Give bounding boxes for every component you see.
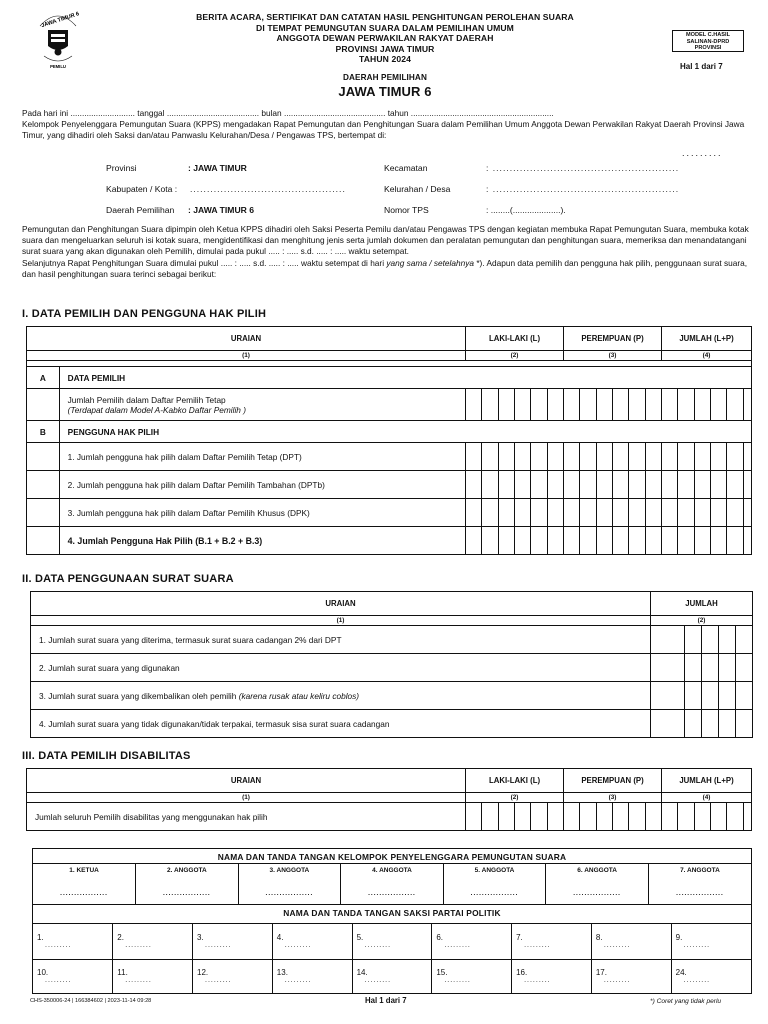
- b3-box[interactable]: [547, 499, 563, 527]
- saksi-cell[interactable]: 10. .........: [33, 959, 113, 993]
- b1-box[interactable]: [531, 443, 547, 471]
- b4-blank: [27, 527, 60, 555]
- footer-code: CHS-350006-24 | 166384602 | 2023-11-14 09:28: [30, 998, 152, 1004]
- logo-top-text: JAWA TIMUR 6: [40, 11, 80, 30]
- b1-box[interactable]: [514, 443, 530, 471]
- tempat-dots[interactable]: .........: [682, 148, 723, 158]
- b2-box[interactable]: [564, 471, 580, 499]
- tahun-dots[interactable]: ..............................................................: [410, 108, 554, 118]
- s3-box[interactable]: [531, 803, 547, 831]
- b2-box[interactable]: [710, 471, 726, 499]
- a-j-box-2[interactable]: [678, 389, 694, 421]
- document-header: [150, 12, 620, 99]
- s2-header-jumlah: JUMLAH: [651, 592, 753, 616]
- s2-row-3-box[interactable]: [736, 682, 753, 710]
- s1-num-2: (2): [465, 351, 563, 361]
- b1-box[interactable]: [629, 443, 645, 471]
- s3-box[interactable]: [596, 803, 612, 831]
- b1-box[interactable]: [613, 443, 629, 471]
- a-l-box-2[interactable]: [482, 389, 498, 421]
- b3-box[interactable]: [580, 499, 596, 527]
- b1-blank: [27, 443, 60, 471]
- s3-box[interactable]: [694, 803, 710, 831]
- b1-box[interactable]: [645, 443, 661, 471]
- b2-box[interactable]: [645, 471, 661, 499]
- section-1-title: I. DATA PEMILIH DAN PENGGUNA HAK PILIH: [22, 308, 267, 320]
- s3-header-laki: LAKI-LAKI (L): [465, 769, 563, 793]
- b4-label: 4. Jumlah Pengguna Hak Pilih (B.1 + B.2 + B.3): [59, 527, 465, 555]
- pada-hari-label: Pada hari ini: [22, 108, 69, 118]
- b3-box[interactable]: [498, 499, 514, 527]
- bulan-label: bulan: [261, 108, 282, 118]
- b4-box[interactable]: [629, 527, 645, 555]
- b4-box[interactable]: [498, 527, 514, 555]
- s1-num-3: (3): [564, 351, 662, 361]
- s2-row-3-box[interactable]: [702, 682, 719, 710]
- a-p-box-2[interactable]: [580, 389, 596, 421]
- s2-row-4-box[interactable]: [719, 710, 736, 738]
- b4-box[interactable]: [547, 527, 563, 555]
- s3-num-4: (4): [662, 793, 752, 803]
- b2-box[interactable]: [613, 471, 629, 499]
- s3-box[interactable]: [662, 803, 678, 831]
- saksi-cell[interactable]: 4. .........: [272, 923, 352, 959]
- s2-row-1-box[interactable]: [702, 626, 719, 654]
- s3-box[interactable]: [482, 803, 498, 831]
- group-b-label: PENGGUNA HAK PILIH: [59, 421, 751, 443]
- b1-box[interactable]: [727, 443, 743, 471]
- s3-box[interactable]: [711, 803, 727, 831]
- kelurahan-label: Kelurahan / Desa: [384, 184, 451, 194]
- date-line: [22, 108, 750, 119]
- saksi-signature-table: [33, 923, 751, 994]
- procedure-text-1: Pemungutan dan Penghitungan Suara dipimpin oleh Ketua KPPS dihadiri oleh Saksi Peserta Pemilu dan/atau Pengawas TPS dengan kegiatan membuka Rapat Pemungutan Suara, membuka kotak suara dan mengeluarkan seluruh isi kotak suara, mengidentifikasi dan menghitung jenis serta jumlah dokumen dan peralatan pemungutan dan penghitungan suara, memeriksa dan menandatangani surat suara yang akan digunakan oleh Pemilih, dimulai pada pukul ..... : ..... s.d. ..... : ..... waktu setempat.: [22, 224, 749, 257]
- provinsi-value: : JAWA TIMUR: [188, 163, 247, 173]
- b4-box[interactable]: [482, 527, 498, 555]
- b3-box[interactable]: [678, 499, 694, 527]
- dapil-field-label: Daerah Pemilihan: [106, 205, 175, 215]
- section-2-title: II. DATA PENGGUNAAN SURAT SUARA: [22, 573, 234, 585]
- tanggal-dots[interactable]: ........................................: [166, 108, 262, 118]
- saksi-cell[interactable]: 7. .........: [512, 923, 592, 959]
- b2-box[interactable]: [514, 471, 530, 499]
- s3-box[interactable]: [743, 803, 751, 831]
- s3-box[interactable]: [514, 803, 530, 831]
- intro-sentence: Kelompok Penyelenggara Pemungutan Suara (KPPS) mengadakan Rapat Pemungutan dan Penghitungan Suara dalam Pemilihan Umum Anggota Dewan Perwakilan Rakyat Daerah Provinsi Jawa Timur, yang dihadiri oleh Saksi dan/atau Panwaslu Kelurahan/Desa / Pengawas TPS, bertempat di:: [22, 119, 745, 140]
- saksi-cell[interactable]: 16. .........: [512, 959, 592, 993]
- b4-box[interactable]: [613, 527, 629, 555]
- header-line-3: ANGGOTA DEWAN PERWAKILAN RAKYAT DAERAH: [276, 33, 494, 43]
- s2-row-2-box[interactable]: [719, 654, 736, 682]
- b4-box[interactable]: [727, 527, 743, 555]
- s2-row-3-box[interactable]: [685, 682, 702, 710]
- model-line-2: SALINAN-DPRD: [686, 38, 730, 45]
- b2-box[interactable]: [580, 471, 596, 499]
- b2-blank: [27, 471, 60, 499]
- b4-box[interactable]: [710, 527, 726, 555]
- a-j-box-1[interactable]: [662, 389, 678, 421]
- group-a-label: DATA PEMILIH: [59, 367, 751, 389]
- s2-row-3-box[interactable]: [651, 682, 685, 710]
- kpps-ketua-cell[interactable]: 1. KETUA .................: [33, 864, 136, 904]
- b1-box[interactable]: [678, 443, 694, 471]
- b4-box[interactable]: [580, 527, 596, 555]
- b2-box[interactable]: [678, 471, 694, 499]
- b3-box[interactable]: [743, 499, 751, 527]
- dapil-label: DAERAH PEMILIHAN: [343, 72, 427, 82]
- b4-box[interactable]: [662, 527, 678, 555]
- kpps-signature-title: NAMA DAN TANDA TANGAN KELOMPOK PENYELENGGARA PEMUNGUTAN SUARA: [33, 849, 751, 864]
- kelurahan-dots[interactable]: : .......................................................: [486, 184, 680, 194]
- s1-header-laki: LAKI-LAKI (L): [465, 327, 563, 351]
- a-p-box-1[interactable]: [564, 389, 580, 421]
- b3-box[interactable]: [514, 499, 530, 527]
- kpps-anggota-2-cell[interactable]: 2. ANGGOTA .................: [136, 864, 239, 904]
- tps-value[interactable]: : ........(....................).: [486, 205, 566, 215]
- logo-bottom-text: PEMILU: [50, 64, 66, 69]
- kpps-signature-table: [33, 864, 751, 905]
- header-line-2: DI TEMPAT PEMUNGUTAN SUARA DALAM PEMILIHAN UMUM: [256, 22, 514, 33]
- b3-label: 3. Jumlah pengguna hak pilih dalam Daftar Pemilih Khusus (DPK): [59, 499, 465, 527]
- kpps-anggota-5-cell[interactable]: 5. ANGGOTA .................: [443, 864, 546, 904]
- b1-box[interactable]: [580, 443, 596, 471]
- kpps-anggota-6-cell[interactable]: 6. ANGGOTA .................: [546, 864, 649, 904]
- b4-box[interactable]: [645, 527, 661, 555]
- b3-box[interactable]: [465, 499, 481, 527]
- s3-header-uraian: URAIAN: [27, 769, 466, 793]
- b3-box[interactable]: [564, 499, 580, 527]
- dapil-field-value: : JAWA TIMUR 6: [188, 205, 255, 215]
- b3-box[interactable]: [694, 499, 710, 527]
- saksi-cell[interactable]: 11. .........: [113, 959, 193, 993]
- footer-page: Hal 1 dari 7: [365, 996, 407, 1005]
- b3-box[interactable]: [727, 499, 743, 527]
- section-3-title: III. DATA PEMILIH DISABILITAS: [22, 750, 191, 762]
- s2-row-3-box[interactable]: [719, 682, 736, 710]
- b2-box[interactable]: [547, 471, 563, 499]
- s2-row-4-box[interactable]: [736, 710, 753, 738]
- b1-box[interactable]: [662, 443, 678, 471]
- b2-box[interactable]: [727, 471, 743, 499]
- kecamatan-dots[interactable]: : .......................................................: [486, 163, 680, 173]
- b4-box[interactable]: [465, 527, 481, 555]
- saksi-cell[interactable]: 6. .........: [432, 923, 512, 959]
- saksi-cell[interactable]: 17. .........: [591, 959, 671, 993]
- a-l-box-1[interactable]: [465, 389, 481, 421]
- kpps-anggota-3-cell[interactable]: 3. ANGGOTA .................: [238, 864, 341, 904]
- saksi-cell[interactable]: 15. .........: [432, 959, 512, 993]
- kecamatan-label: Kecamatan: [384, 163, 428, 173]
- b1-box[interactable]: [743, 443, 751, 471]
- a-l-box-5[interactable]: [531, 389, 547, 421]
- b1-box[interactable]: [596, 443, 612, 471]
- s2-row-4-box[interactable]: [702, 710, 719, 738]
- saksi-cell[interactable]: 14. .........: [352, 959, 432, 993]
- s1-header-perempuan: PEREMPUAN (P): [564, 327, 662, 351]
- section-1-table: [26, 326, 752, 555]
- bulan-dots[interactable]: ............................................: [283, 108, 388, 118]
- s3-box[interactable]: [727, 803, 743, 831]
- b1-label: 1. Jumlah pengguna hak pilih dalam Daftar Pemilih Tetap (DPT): [59, 443, 465, 471]
- saksi-cell[interactable]: 5. .........: [352, 923, 432, 959]
- b2-box[interactable]: [743, 471, 751, 499]
- kpps-anggota-7-cell[interactable]: 7. ANGGOTA .................: [648, 864, 751, 904]
- saksi-cell[interactable]: 1. .........: [33, 923, 113, 959]
- group-a-letter: A: [27, 367, 60, 389]
- s3-num-1: (1): [27, 793, 466, 803]
- dapil-name: JAWA TIMUR 6: [338, 84, 432, 99]
- b3-box[interactable]: [629, 499, 645, 527]
- saksi-signature-title: NAMA DAN TANDA TANGAN SAKSI PARTAI POLITIK: [283, 907, 501, 918]
- page-indicator: Hal 1 dari 7: [680, 62, 723, 71]
- s3-box[interactable]: [678, 803, 694, 831]
- s3-box[interactable]: [613, 803, 629, 831]
- a-l-box-3[interactable]: [498, 389, 514, 421]
- provinsi-label: Provinsi: [106, 163, 137, 173]
- a-p-box-4[interactable]: [613, 389, 629, 421]
- s2-row-1-box[interactable]: [685, 626, 702, 654]
- b4-box[interactable]: [678, 527, 694, 555]
- saksi-cell[interactable]: 8. .........: [591, 923, 671, 959]
- s2-row-2-box[interactable]: [702, 654, 719, 682]
- s3-box[interactable]: [580, 803, 596, 831]
- b3-box[interactable]: [645, 499, 661, 527]
- b1-box[interactable]: [547, 443, 563, 471]
- header-line-4: PROVINSI JAWA TIMUR: [335, 43, 435, 54]
- a-p-box-3[interactable]: [596, 389, 612, 421]
- b1-box[interactable]: [710, 443, 726, 471]
- s2-header-uraian: URAIAN: [31, 592, 651, 616]
- s2-row-1-label: 1. Jumlah surat suara yang diterima, termasuk surat suara cadangan 2% dari DPT: [31, 626, 651, 654]
- b2-box[interactable]: [629, 471, 645, 499]
- tps-label: Nomor TPS: [384, 205, 429, 215]
- tanggal-label: tanggal: [137, 108, 165, 118]
- a-j-box-5[interactable]: [727, 389, 743, 421]
- model-box: [672, 30, 744, 52]
- b2-box[interactable]: [662, 471, 678, 499]
- b4-box[interactable]: [514, 527, 530, 555]
- b4-box[interactable]: [743, 527, 751, 555]
- s3-row-label: Jumlah seluruh Pemilih disabilitas yang menggunakan hak pilih: [27, 803, 466, 831]
- model-line-3: PROVINSI: [694, 45, 722, 51]
- saksi-cell[interactable]: 9. .........: [671, 923, 751, 959]
- footer-note: *) Coret yang tidak perlu: [650, 998, 722, 1005]
- saksi-cell[interactable]: 3. .........: [193, 923, 273, 959]
- s2-row-1-box[interactable]: [719, 626, 736, 654]
- b1-box[interactable]: [482, 443, 498, 471]
- b3-box[interactable]: [596, 499, 612, 527]
- procedure-paragraph: [22, 224, 752, 280]
- b1-box[interactable]: [564, 443, 580, 471]
- s3-box[interactable]: [498, 803, 514, 831]
- b3-box[interactable]: [662, 499, 678, 527]
- s1-num-4: (4): [662, 351, 752, 361]
- a-row-blank: [27, 389, 60, 421]
- a-l-box-4[interactable]: [514, 389, 530, 421]
- b4-box[interactable]: [564, 527, 580, 555]
- a-p-box-5[interactable]: [629, 389, 645, 421]
- s2-row-4-label: 4. Jumlah surat suara yang tidak digunakan/tidak terpakai, termasuk sisa surat suara cadangan: [31, 710, 651, 738]
- b3-box[interactable]: [531, 499, 547, 527]
- s3-box[interactable]: [547, 803, 563, 831]
- s3-box[interactable]: [465, 803, 481, 831]
- s3-box[interactable]: [629, 803, 645, 831]
- a-j-box-4[interactable]: [710, 389, 726, 421]
- kabupaten-dots[interactable]: ..............................................: [190, 184, 346, 194]
- b2-box[interactable]: [596, 471, 612, 499]
- s3-num-2: (2): [465, 793, 563, 803]
- s2-row-2-box[interactable]: [651, 654, 685, 682]
- b3-box[interactable]: [710, 499, 726, 527]
- b2-box[interactable]: [498, 471, 514, 499]
- b1-box[interactable]: [465, 443, 481, 471]
- saksi-cell[interactable]: 24. .........: [671, 959, 751, 993]
- saksi-cell[interactable]: 2. .........: [113, 923, 193, 959]
- a-l-box-6[interactable]: [547, 389, 563, 421]
- a-j-box-6[interactable]: [743, 389, 751, 421]
- b4-box[interactable]: [531, 527, 547, 555]
- s3-header-jumlah: JUMLAH (L+P): [662, 769, 752, 793]
- b3-box[interactable]: [613, 499, 629, 527]
- hari-dots[interactable]: ............................: [70, 108, 138, 118]
- b2-box[interactable]: [465, 471, 481, 499]
- s3-box[interactable]: [564, 803, 580, 831]
- header-line-1: BERITA ACARA, SERTIFIKAT DAN CATATAN HASIL PENGHITUNGAN PEROLEHAN SUARA: [196, 12, 574, 22]
- s2-row-3-label: 3. Jumlah surat suara yang dikembalikan oleh pemilih (karena rusak atau keliru coblos): [31, 682, 651, 710]
- saksi-cell[interactable]: 12. .........: [193, 959, 273, 993]
- s3-num-3: (3): [564, 793, 662, 803]
- b2-label: 2. Jumlah pengguna hak pilih dalam Daftar Pemilih Tambahan (DPTb): [59, 471, 465, 499]
- saksi-cell[interactable]: 13. .........: [272, 959, 352, 993]
- a-row-label: Jumlah Pemilih dalam Daftar Pemilih Tetap (Terdapat dalam Model A-Kabko Daftar Pemilih ): [59, 389, 465, 421]
- s2-row-1-box[interactable]: [651, 626, 685, 654]
- a-p-box-6[interactable]: [645, 389, 661, 421]
- b3-blank: [27, 499, 60, 527]
- s2-row-4-box[interactable]: [685, 710, 702, 738]
- b1-box[interactable]: [498, 443, 514, 471]
- b4-box[interactable]: [596, 527, 612, 555]
- kpps-anggota-4-cell[interactable]: 4. ANGGOTA .................: [341, 864, 444, 904]
- kabupaten-label: Kabupaten / Kota :: [106, 184, 178, 194]
- b1-box[interactable]: [694, 443, 710, 471]
- s2-row-4-box[interactable]: [651, 710, 685, 738]
- b4-box[interactable]: [694, 527, 710, 555]
- s3-box[interactable]: [645, 803, 661, 831]
- header-line-5: TAHUN 2024: [359, 54, 411, 64]
- s2-num-1: (1): [31, 616, 651, 626]
- b3-box[interactable]: [482, 499, 498, 527]
- s3-header-perempuan: PEREMPUAN (P): [564, 769, 662, 793]
- b2-box[interactable]: [482, 471, 498, 499]
- s2-row-2-label: 2. Jumlah surat suara yang digunakan: [31, 654, 651, 682]
- procedure-text-2: Selanjutnya Rapat Penghitungan Suara dimulai pukul ..... : ..... s.d. ..... : ..... waktu setempat di hari yang sama / setelahnya *). Adapun data pemilih dan pengguna hak pilih, penggunaan surat suara, dan hasil penghitungan suara terinci sebagai berikut:: [22, 257, 748, 279]
- group-b-letter: B: [27, 421, 60, 443]
- s2-row-1-box[interactable]: [736, 626, 753, 654]
- b2-box[interactable]: [531, 471, 547, 499]
- s1-header-uraian: URAIAN: [27, 327, 466, 351]
- s2-row-2-box[interactable]: [685, 654, 702, 682]
- tahun-label: tahun: [387, 108, 409, 118]
- intro-block: [22, 108, 750, 141]
- a-j-box-3[interactable]: [694, 389, 710, 421]
- s2-row-2-box[interactable]: [736, 654, 753, 682]
- s1-num-1: (1): [27, 351, 466, 361]
- section-2-table: [30, 591, 753, 738]
- signature-section: [32, 848, 752, 994]
- model-line-1: MODEL C.HASIL: [685, 32, 731, 38]
- kpu-logo-icon: [36, 8, 80, 70]
- s2-num-2: (2): [651, 616, 753, 626]
- section-3-table: [26, 768, 752, 831]
- b2-box[interactable]: [694, 471, 710, 499]
- s1-header-jumlah: JUMLAH (L+P): [662, 327, 752, 351]
